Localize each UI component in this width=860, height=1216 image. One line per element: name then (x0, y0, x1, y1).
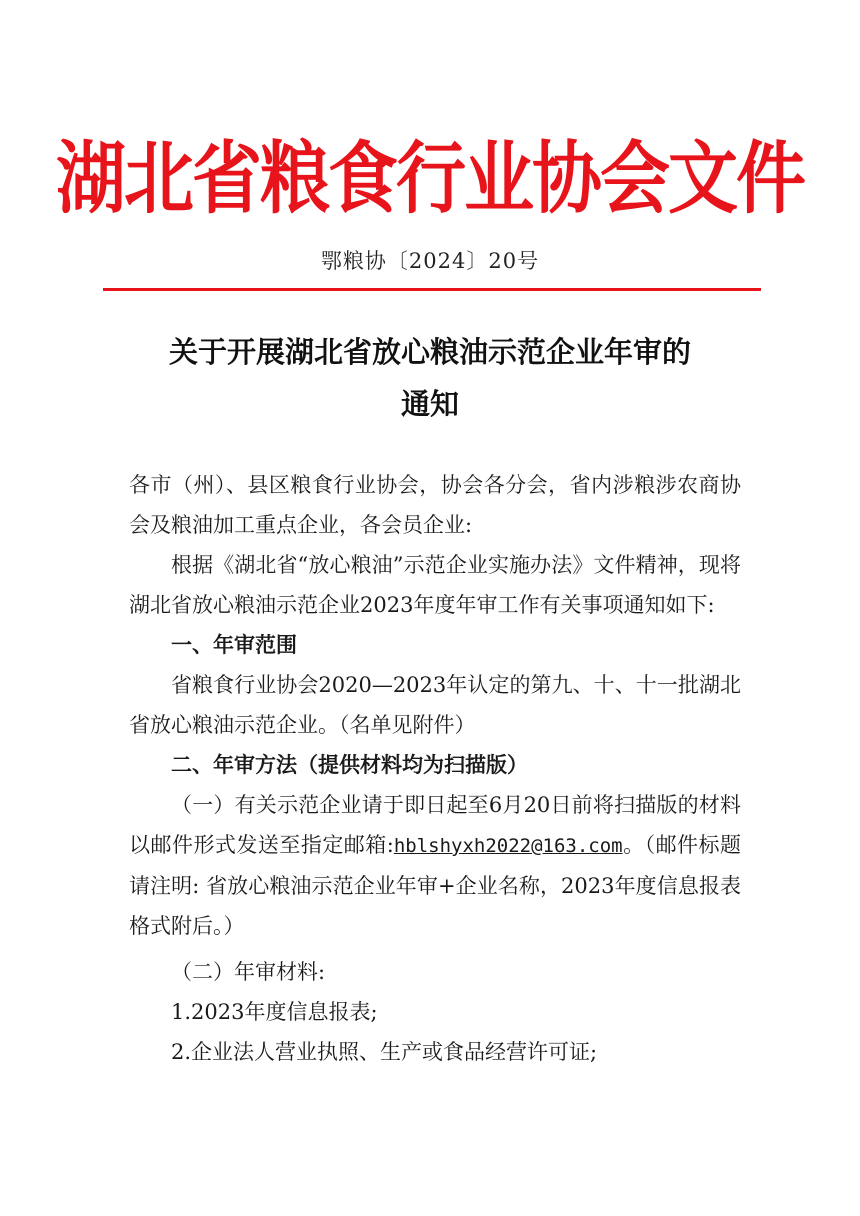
intro-paragraph: 根据《湖北省“放心粮油”示范企业实施办法》文件精神，现将湖北省放心粮油示范企业2023年度年审工作有关事项通知如下: (129, 553, 741, 617)
recipients-paragraph: 各市（州）、县区粮食行业协会，协会各分会，省内涉粮涉农商协会及粮油加工重点企业，各会员企业: (129, 473, 741, 537)
notice-title-line-1: 关于开展湖北省放心粮油示范企业年审的 (168, 335, 691, 369)
item-1-note: 。（邮件标题请注明: 省放心粮油示范企业年审+企业名称，2023年度信息报表格式附后。） (129, 833, 742, 938)
section-1-paragraph: 省粮食行业协会2020—2023年认定的第九、十、十一批湖北省放心粮油示范企业。（名单见附件） (129, 673, 741, 737)
document-header-title: 湖北省粮食行业协会文件 (56, 132, 804, 225)
item-1-paragraph (129, 785, 741, 946)
red-divider-line (103, 288, 761, 291)
notice-body (129, 465, 741, 1072)
notice-title (0, 326, 860, 430)
section-2-heading: 二、年审方法（提供材料均为扫描版） (171, 753, 528, 777)
item-2-paragraph: （二）年审材料: (171, 960, 326, 984)
list-item-1: 1.2023年度信息报表; (171, 1000, 378, 1024)
section-1-heading: 一、年审范围 (171, 633, 297, 657)
list-item-2: 2.企业法人营业执照、生产或食品经营许可证; (171, 1040, 598, 1064)
item-1-text: （一）有关示范企业请于即日起至6月20日前将扫描版的材料以邮件形式发送至指定邮箱: (129, 793, 741, 857)
email-link[interactable]: hblshyxh2022@163.com (393, 835, 623, 857)
document-number: 鄂粮协〔2024〕20号 (320, 249, 540, 273)
notice-title-line-2: 通知 (400, 387, 459, 421)
